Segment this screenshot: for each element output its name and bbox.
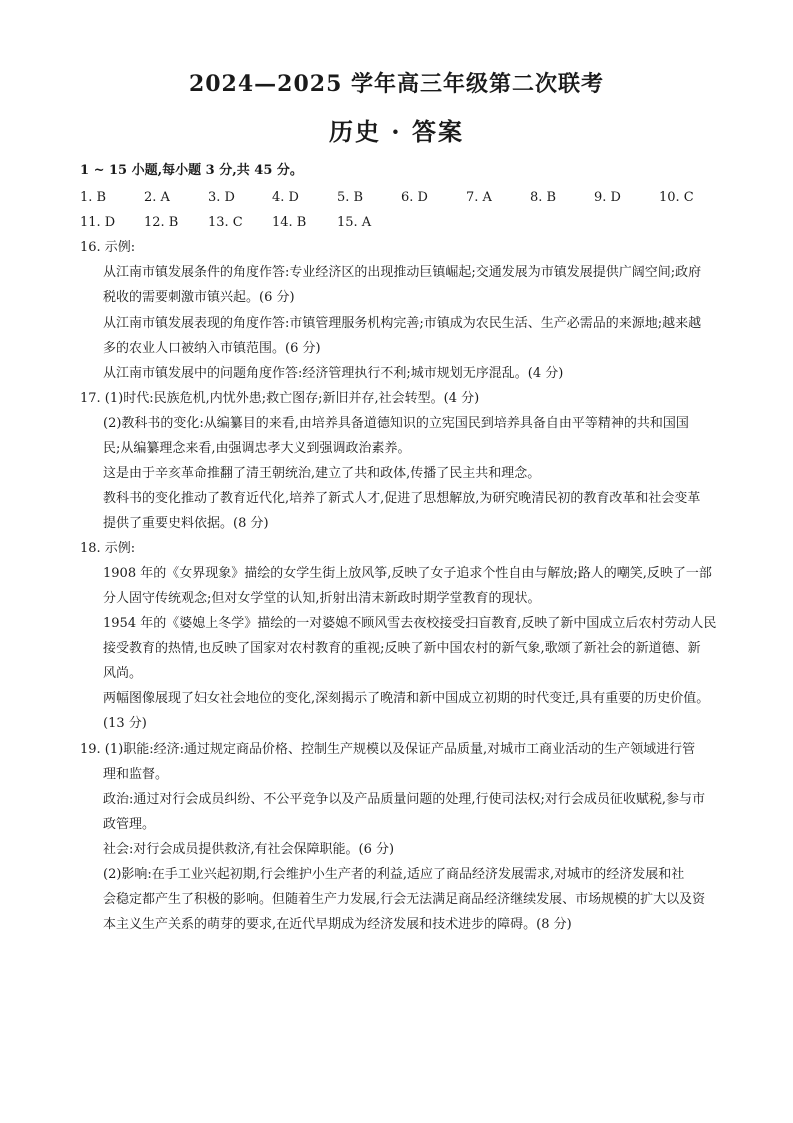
q19-line: 政治:通过对行会成员纠纷、不公平竞争以及产品质量问题的处理,行使司法权;对行会成员征收赋税,参与市 [103, 792, 706, 807]
q18-heading: 18. 示例: [80, 541, 136, 556]
q19-line: 本主义生产关系的萌芽的要求,在近代早期成为经济发展和技术进步的障碍。(8 分) [103, 917, 572, 932]
answer-12: 12. B [144, 215, 179, 230]
q17-line: (2)教科书的变化:从编纂目的来看,由培养具备道德知识的立宪国民到培养具备自由平等精神的共和国国 [103, 416, 689, 431]
q18-line: 风尚。 [103, 666, 143, 681]
q17-line: 这是由于辛亥革命推翻了清王朝统治,建立了共和政体,传播了民主共和理念。 [103, 466, 541, 481]
answer-14: 14. B [272, 215, 307, 230]
answer-11: 11. D [80, 215, 116, 230]
q16-line: 从江南市镇发展表现的角度作答:市镇管理服务机构完善;市镇成为农民生活、生产必需品的来源地;越来越 [103, 316, 702, 331]
q18-line: 1908 年的《女界现象》描绘的女学生街上放风筝,反映了女子追求个性自由与解放;路人的嘲笑,反映了一部 [103, 566, 712, 581]
q18-line: (13 分) [103, 716, 147, 731]
answer-1: 1. B [80, 190, 107, 205]
q16-line: 税收的需要刺激市镇兴起。(6 分) [103, 290, 295, 305]
q18-line: 1954 年的《婆媳上冬学》描绘的一对婆媳不顾风雪去夜校接受扫盲教育,反映了新中国成立后农村劳动人民 [103, 616, 717, 631]
q19-line: 政管理。 [103, 817, 156, 832]
q19-line: 理和监督。 [103, 767, 169, 782]
q19-line: 会稳定都产生了积极的影响。但随着生产力发展,行会无法满足商品经济继续发展、市场规模的扩大以及资 [103, 892, 706, 907]
q17-line: 民;从编纂理念来看,由强调忠孝大义到强调政治素养。 [103, 441, 411, 456]
answer-13: 13. C [208, 215, 243, 230]
q18-line: 两幅图像展现了妇女社会地位的变化,深刻揭示了晚清和新中国成立初期的时代变迁,具有重要的历史价值。 [103, 691, 710, 706]
q16-line: 多的农业人口被纳入市镇范围。(6 分) [103, 341, 321, 356]
answer-15: 15. A [337, 215, 372, 230]
answer-9: 9. D [594, 190, 621, 205]
q16-heading: 16. 示例: [80, 240, 136, 255]
q19-heading: 19. (1)职能:经济:通过规定商品价格、控制生产规模以及保证产品质量,对城市工商业活动的生产领域进行管 [80, 742, 696, 757]
answer-8: 8. B [530, 190, 557, 205]
q19-line: (2)影响:在手工业兴起初期,行会维护小生产者的利益,适应了商品经济发展需求,对城市的经济发展和社 [103, 867, 685, 882]
q16-line: 从江南市镇发展条件的角度作答:专业经济区的出现推动巨镇崛起;交通发展为市镇发展提供广阔空间;政府 [103, 265, 702, 280]
answer-4: 4. D [272, 190, 299, 205]
exam-title: 2024—2025 学年高三年级第二次联考 [188, 71, 605, 97]
q17-line: 教科书的变化推动了教育近代化,培养了新式人才,促进了思想解放,为研究晚清民初的教育改革和社会变革 [103, 491, 701, 506]
q19-line: 社会:对行会成员提供救济,有社会保障职能。(6 分) [103, 842, 395, 857]
choice-intro: 1 ~ 15 小题,每小题 3 分,共 45 分。 [80, 163, 303, 178]
q18-line: 分人固守传统观念;但对女学堂的认知,折射出清末新政时期学堂教育的现状。 [103, 591, 541, 606]
q16-line: 从江南市镇发展中的问题角度作答:经济管理执行不利;城市规划无序混乱。(4 分) [103, 366, 564, 381]
answer-2: 2. A [144, 190, 170, 205]
answer-3: 3. D [208, 190, 235, 205]
answer-7: 7. A [466, 190, 492, 205]
q18-line: 接受教育的热情,也反映了国家对农村教育的重视;反映了新中国农村的新气象,歌颂了新社会的新道德、新 [103, 641, 701, 656]
exam-subtitle: 历史 · 答案 [328, 117, 465, 146]
answer-5: 5. B [337, 190, 364, 205]
answer-10: 10. C [659, 190, 694, 205]
q17-heading: 17. (1)时代:民族危机,内忧外患;救亡图存;新旧并存,社会转型。(4 分) [80, 391, 480, 406]
q17-line: 提供了重要史料依据。(8 分) [103, 516, 269, 531]
answer-6: 6. D [401, 190, 428, 205]
